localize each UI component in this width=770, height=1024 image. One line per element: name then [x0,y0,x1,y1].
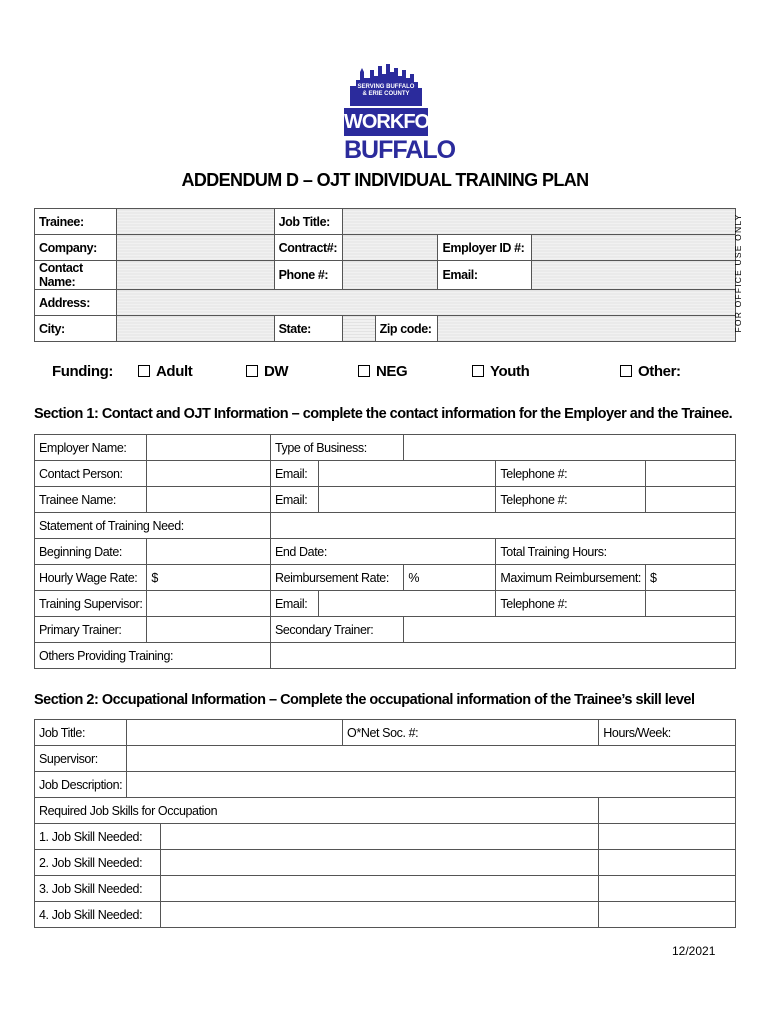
required-skills-extra[interactable] [599,798,736,824]
skill-3-label: 3. Job Skill Needed: [35,876,161,902]
hourly-wage-label: Hourly Wage Rate: [35,565,147,591]
funding-other[interactable]: Other: [620,363,681,380]
skill-1-label: 1. Job Skill Needed: [35,824,161,850]
section2-table [34,719,736,928]
type-of-business-field[interactable] [404,435,736,461]
supervisor-email-label: Email: [270,591,318,617]
onet-label: O*Net Soc. #: [347,725,419,740]
employer-name-label: Employer Name: [35,435,147,461]
others-providing-label: Others Providing Training: [35,643,271,669]
zip-label: Zip code: [379,321,432,336]
total-hours-label: Total Training Hours: [500,544,607,559]
dollar-sign: $ [151,570,158,585]
statement-field[interactable] [270,513,735,539]
section1-heading: Section 1: Contact and OJT Information – complete the contact information for the Employer and the Trainee. [34,406,733,422]
primary-trainer-label: Primary Trainer: [35,617,147,643]
logo-workforce: WORKFORCE [344,108,428,136]
contact-name-label: Contact Name: [35,261,117,290]
trainee-email-field[interactable] [318,487,496,513]
contact-telephone-field[interactable] [645,461,735,487]
city-field[interactable] [116,316,274,342]
job-title-label-2: Job Title: [35,720,127,746]
checkbox-icon[interactable] [246,365,258,377]
logo-tagline-2: & ERIE COUNTY [362,91,410,97]
skill-4-field[interactable] [160,902,598,928]
secondary-trainer-label: Secondary Trainer: [270,617,403,643]
max-reimbursement-field[interactable] [645,565,735,591]
statement-label: Statement of Training Need: [35,513,271,539]
email-label: Email: [438,261,532,290]
office-use-label: FOR OFFICE USE ONLY [733,213,743,333]
job-title-field-2[interactable] [127,720,343,746]
beginning-date-label: Beginning Date: [35,539,147,565]
hours-week-label: Hours/Week: [603,725,671,740]
job-title-field[interactable] [342,209,735,235]
funding-youth[interactable]: Youth [472,363,529,380]
section2-heading: Section 2: Occupational Information – Complete the occupational information of the Trainee’s skill level [34,692,695,708]
trainee-telephone-label: Telephone #: [496,487,646,513]
dollar-sign: $ [649,570,657,585]
supervisor-email-field[interactable] [318,591,496,617]
section1-table [34,434,736,669]
skill-2-extra[interactable] [599,850,736,876]
workforce-buffalo-logo [344,62,469,164]
state-label: State: [274,316,342,342]
company-field[interactable] [116,235,274,261]
state-field[interactable] [343,316,376,341]
skill-3-field[interactable] [160,876,598,902]
hours-week-field[interactable] [599,720,736,746]
secondary-trainer-field[interactable] [404,617,736,643]
percent-sign: % [408,570,420,585]
supervisor-telephone-field[interactable] [645,591,735,617]
address-label: Address: [35,290,117,316]
skill-4-extra[interactable] [599,902,736,928]
supervisor-label-2: Supervisor: [35,746,127,772]
contact-email-label: Email: [270,461,318,487]
employer-id-label: Employer ID #: [438,235,532,261]
job-description-label: Job Description: [35,772,127,798]
training-supervisor-label: Training Supervisor: [35,591,147,617]
type-of-business-label: Type of Business: [270,435,403,461]
trainee-field[interactable] [116,209,274,235]
trainee-name-field[interactable] [147,487,271,513]
contact-telephone-label: Telephone #: [496,461,646,487]
employer-name-field[interactable] [147,435,271,461]
contact-person-field[interactable] [147,461,271,487]
skill-1-field[interactable] [160,824,598,850]
employer-id-field[interactable] [532,235,736,261]
end-date-label: End Date: [274,544,327,559]
phone-label: Phone #: [274,261,342,290]
beginning-date-field[interactable] [147,539,271,565]
checkbox-icon[interactable] [620,365,632,377]
email-field[interactable] [532,261,736,290]
company-label: Company: [35,235,117,261]
page-title: ADDENDUM D – OJT INDIVIDUAL TRAINING PLAN [181,170,589,190]
reimbursement-rate-label: Reimbursement Rate: [270,565,403,591]
job-description-field[interactable] [127,772,736,798]
contact-email-field[interactable] [318,461,496,487]
trainee-email-label: Email: [270,487,318,513]
onet-field[interactable] [343,720,599,746]
checkbox-icon[interactable] [472,365,484,377]
trainee-telephone-field[interactable] [645,487,735,513]
skill-2-label: 2. Job Skill Needed: [35,850,161,876]
trainee-name-label: Trainee Name: [35,487,147,513]
primary-trainer-field[interactable] [147,617,271,643]
reimbursement-rate-field[interactable] [404,565,496,591]
skill-2-field[interactable] [160,850,598,876]
hourly-wage-field[interactable] [147,565,271,591]
skill-3-extra[interactable] [599,876,736,902]
skill-1-extra[interactable] [599,824,736,850]
max-reimbursement-label: Maximum Reimbursement: [496,565,646,591]
contact-name-field[interactable] [116,261,274,290]
job-title-label: Job Title: [274,209,342,235]
checkbox-icon[interactable] [358,365,370,377]
required-skills-label: Required Job Skills for Occupation [35,798,599,824]
supervisor-telephone-label: Telephone #: [496,591,646,617]
contract-label: Contract#: [274,235,342,261]
others-providing-field[interactable] [270,643,735,669]
zip-field[interactable] [438,316,736,342]
logo-buffalo: BUFFALO [344,136,456,164]
city-label: City: [35,316,117,342]
funding-adult[interactable]: Adult [138,363,192,380]
funding-dw[interactable]: DW [246,363,288,380]
contract-field[interactable] [342,235,438,261]
footer-date: 12/2021 [672,944,716,958]
end-date-field[interactable] [270,539,495,565]
logo-tagline-1: SERVING BUFFALO [357,84,415,90]
funding-neg[interactable]: NEG [358,363,407,380]
checkbox-icon[interactable] [138,365,150,377]
phone-field[interactable] [342,261,438,290]
skill-4-label: 4. Job Skill Needed: [35,902,161,928]
funding-label: Funding: [52,363,113,380]
office-use-table [34,208,736,342]
supervisor-field-2[interactable] [127,746,736,772]
training-supervisor-field[interactable] [147,591,271,617]
contact-person-label: Contact Person: [35,461,147,487]
trainee-label: Trainee: [35,209,117,235]
total-hours-field[interactable] [496,539,736,565]
address-field[interactable] [116,290,735,316]
